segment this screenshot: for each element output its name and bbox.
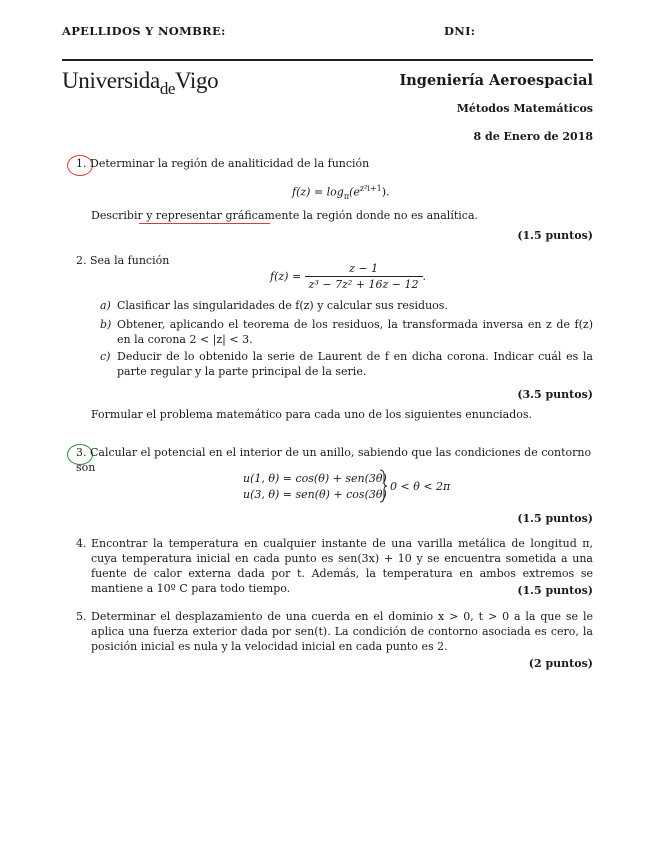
question-2 <box>76 253 169 268</box>
dni-field-label: DNI: <box>444 24 476 38</box>
section-intro: Formular el problema matemático para cada uno de los siguientes enunciados. <box>91 408 533 421</box>
question-5-points: (2 puntos) <box>528 657 593 670</box>
header-divider <box>62 59 593 61</box>
exam-date: 8 de Enero de 2018 <box>473 130 593 143</box>
degree-title: Ingeniería Aeroespacial <box>399 72 593 89</box>
question-3-number: 3. <box>76 446 87 459</box>
question-2-formula: f(z) = $\frac{z - 1}{\text{z³ − 7z² + 16z − 12}}$ . <box>270 262 426 291</box>
angle-range: 0 < θ < 2π <box>390 480 451 493</box>
question-5-number: 5. <box>76 610 87 623</box>
question-1 <box>76 156 594 171</box>
question-4-text: Encontrar la temperatura en cualquier instante de una varilla metálica de longitud π, cuya temperatura inicial en cada punto es sen(3x) + 10 y se encuentra sometida a una fuente de calor externa dada por t. Además, la temperatura en ambos extremos se mantiene a 10º C para todo tiempo. <box>91 537 593 595</box>
question-1-number: 1. <box>76 157 87 170</box>
question-2-item-c: c) Deducir de lo obtenido la serie de Laurent de f en dicha corona. Indicar cuál es la parte regular y la parte principal de la serie. <box>100 350 593 378</box>
question-4-number: 4. <box>76 537 87 550</box>
right-brace <box>378 469 388 503</box>
question-2-text: Sea la función <box>90 254 170 267</box>
boundary-condition-2: u(3, θ) = sen(θ) + cos(3θ) <box>243 488 387 501</box>
question-5 <box>76 609 593 654</box>
formula-numerator: z − 1 <box>305 261 423 277</box>
question-1-text-2: Describir y representar gráficamente la región donde no es analítica. <box>91 209 478 222</box>
question-1-formula: $f(z) = \log_\pi(e^{z^2i+1})$. <box>292 184 390 201</box>
formula-denominator: z³ − 7z² + 16z − 12 <box>308 278 419 291</box>
name-field-label: APELLIDOS Y NOMBRE: <box>62 24 226 38</box>
question-2-number: 2. <box>76 254 87 267</box>
question-3-text: Calcular el potencial en el interior de un anillo, sabiendo que las condiciones de contorno son <box>76 446 592 474</box>
university-logo: Universida$_{de}$Vigo <box>62 68 219 98</box>
question-4-points: (1.5 puntos) <box>517 584 593 597</box>
question-2-item-b: b) Obtener, aplicando el teorema de los residuos, la transformada inversa en z de f(z) en la corona 2 < |z| < 3. <box>100 318 593 346</box>
question-1-text: Determinar la región de analiticidad de la función <box>90 157 370 170</box>
question-2-points: (3.5 puntos) <box>517 388 593 401</box>
subject-title: Métodos Matemáticos <box>456 102 593 115</box>
question-2-item-a: a) Clasificar las singularidades de f(z) y calcular sus residuos. <box>100 299 448 312</box>
question-5-text: Determinar el desplazamiento de una cuerda en el dominio x > 0, t > 0 a la que se le aplica una fuerza exterior dada por sen(t). La condición de contorno asociada es cero, la posición inicial es nula y la velocidad inicial en cada punto es 2. <box>91 610 593 653</box>
red-underline-mark <box>139 223 270 224</box>
question-3-points: (1.5 puntos) <box>517 512 593 525</box>
question-1-points: (1.5 puntos) <box>517 229 593 242</box>
question-4 <box>76 536 593 596</box>
boundary-condition-1: u(1, θ) = cos(θ) + sen(3θ) <box>243 472 387 485</box>
